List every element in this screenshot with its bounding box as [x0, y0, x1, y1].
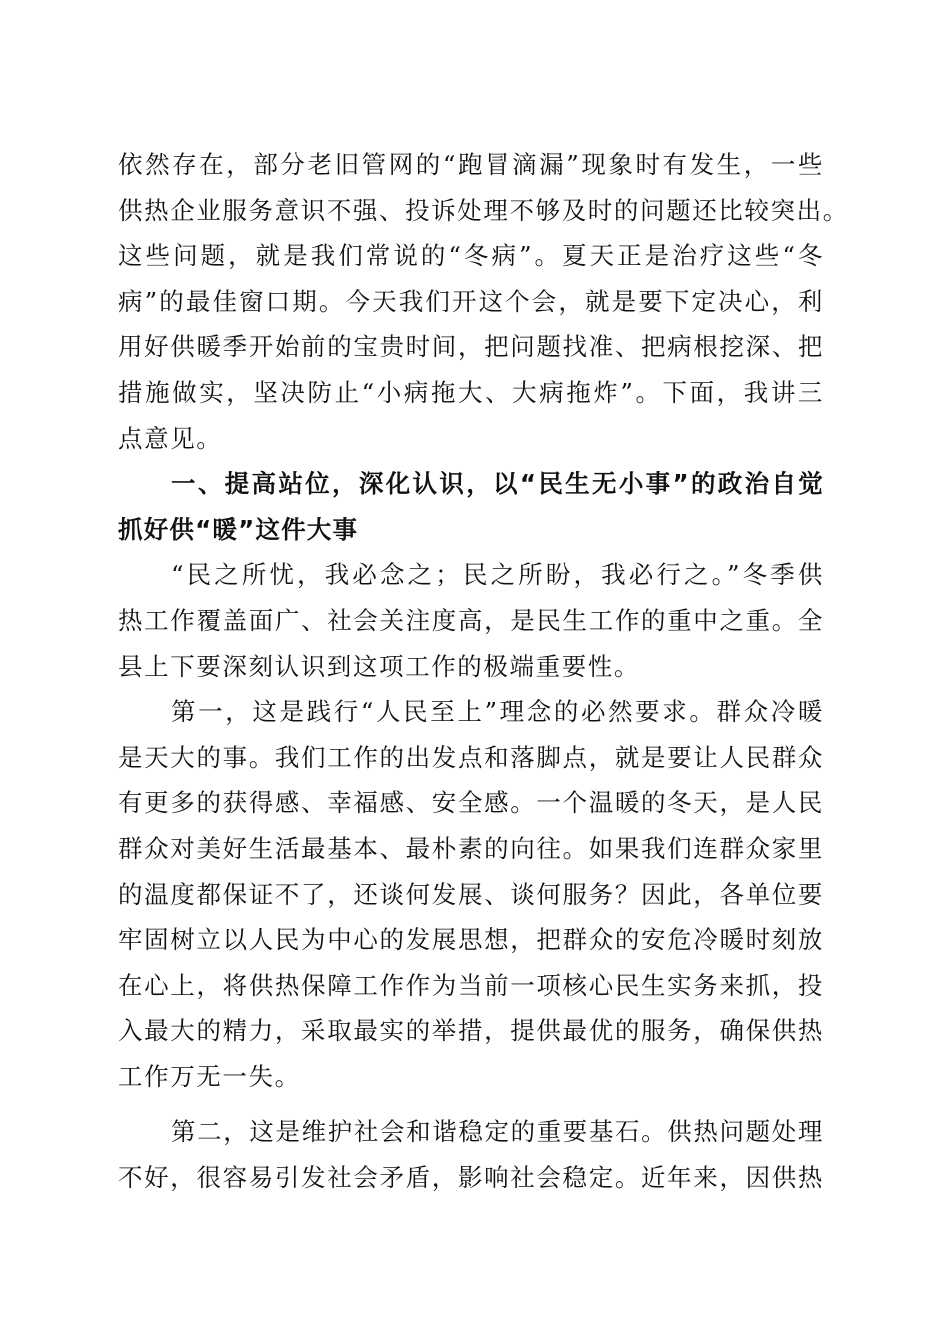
- quote-paragraph: [118, 552, 824, 689]
- point-one-paragraph: [118, 689, 824, 1099]
- text-line: 县上下要深刻认识到这项工作的极端重要性。: [118, 651, 640, 681]
- text-line: 措施做实，坚决防止“小病拖大、大病拖炸”。下面，我讲三: [118, 377, 824, 407]
- text-line: “民之所忧，我必念之；民之所盼，我必行之。”冬季供: [171, 560, 824, 590]
- text-line: 第二，这是维护社会和谐稳定的重要基石。供热问题处理: [171, 1117, 824, 1147]
- heading-line: 一、提高站位，深化认识，以“民生无小事”的政治自觉: [171, 469, 824, 499]
- text-line: 入最大的精力，采取最实的举措，提供最优的服务，确保供热: [118, 1016, 824, 1046]
- text-line: 这些问题，就是我们常说的“冬病”。夏天正是治疗这些“冬: [118, 241, 824, 271]
- text-line: 病”的最佳窗口期。今天我们开这个会，就是要下定决心，利: [118, 286, 824, 316]
- text-line: 点意见。: [118, 423, 223, 453]
- text-line: 牢固树立以人民为中心的发展思想，把群众的安危冷暖时刻放: [118, 925, 824, 955]
- heading-line: 抓好供“暖”这件大事: [118, 514, 359, 544]
- text-line: 的温度都保证不了，还谈何发展、谈何服务？因此，各单位要: [118, 879, 824, 909]
- text-line: 不好，很容易引发社会矛盾，影响社会稳定。近年来，因供热: [118, 1163, 824, 1193]
- document-body: [118, 142, 849, 1201]
- text-line: 热工作覆盖面广、社会关注度高，是民生工作的重中之重。全: [118, 605, 824, 635]
- text-line: 依然存在，部分老旧管网的“跑冒滴漏”现象时有发生，一些: [118, 150, 824, 179]
- text-line: 在心上，将供热保障工作作为当前一项核心民生实务来抓，投: [118, 970, 824, 1000]
- text-line: 供热企业服务意识不强、投诉处理不够及时的问题还比较突出。: [118, 195, 849, 225]
- intro-paragraph: [118, 142, 849, 461]
- text-line: 群众对美好生活最基本、最朴素的向往。如果我们连群众家里: [118, 833, 824, 863]
- text-line: 有更多的获得感、幸福感、安全感。一个温暖的冬天，是人民: [118, 788, 824, 818]
- text-line: 是天大的事。我们工作的出发点和落脚点，就是要让人民群众: [118, 742, 824, 772]
- point-two-paragraph: [118, 1109, 824, 1200]
- section-heading: [118, 461, 824, 552]
- text-line: 工作万无一失。: [118, 1061, 301, 1091]
- text-line: 用好供暖季开始前的宝贵时间，把问题找准、把病根挖深、把: [118, 332, 824, 362]
- text-line: 第一，这是践行“人民至上”理念的必然要求。群众冷暖: [171, 697, 824, 727]
